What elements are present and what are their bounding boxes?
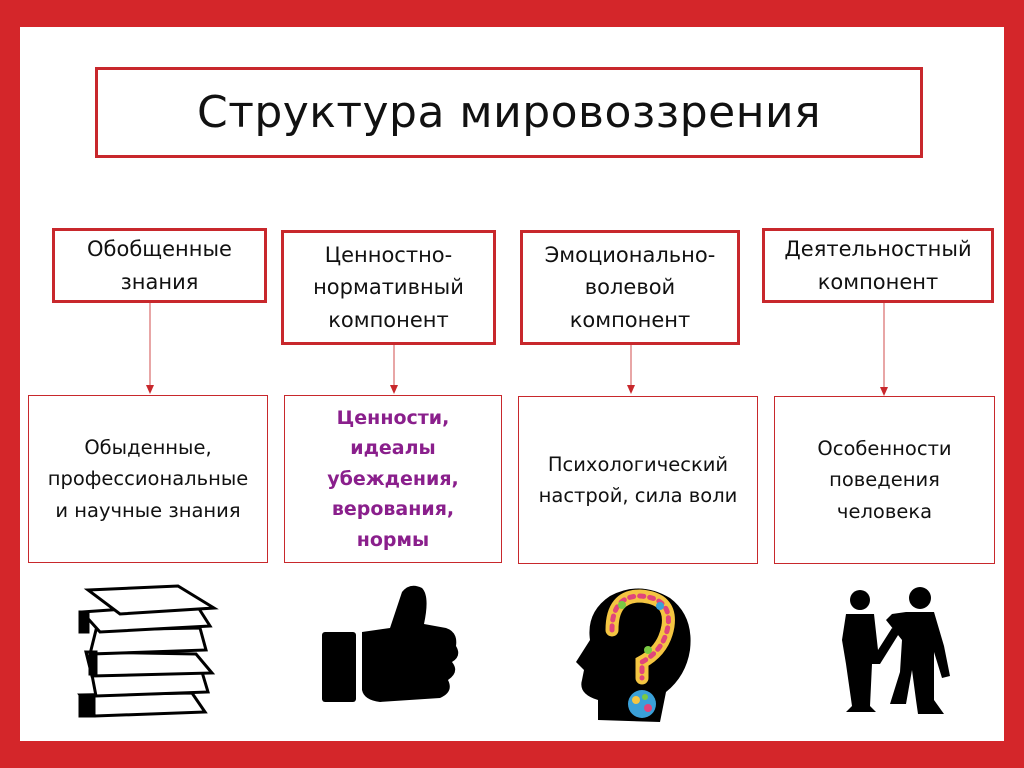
header-box-knowledge: Обобщенные знания: [52, 228, 267, 303]
head-question-icon: [576, 588, 691, 722]
header-box-emotional-volitional: Эмоционально- волевой компонент: [520, 230, 740, 345]
content-box-behavior: Особенности поведения человека: [774, 396, 995, 564]
header-box-value-normative: Ценностно- нормативный компонент: [281, 230, 496, 345]
thumbs-up-icon: [322, 586, 458, 702]
content-box-knowledge: Обыденные, профессиональные и научные знания: [28, 395, 268, 563]
content-box-values: Ценности, идеалы убеждения, верования, нормы: [284, 395, 502, 563]
people-arguing-icon: [842, 587, 950, 714]
content-box-psychological: Психологический настрой, сила воли: [518, 396, 758, 564]
books-icon: [80, 586, 214, 716]
page-title: Структура мировоззрения: [196, 87, 822, 138]
header-box-activity: Деятельностный компонент: [762, 228, 994, 303]
